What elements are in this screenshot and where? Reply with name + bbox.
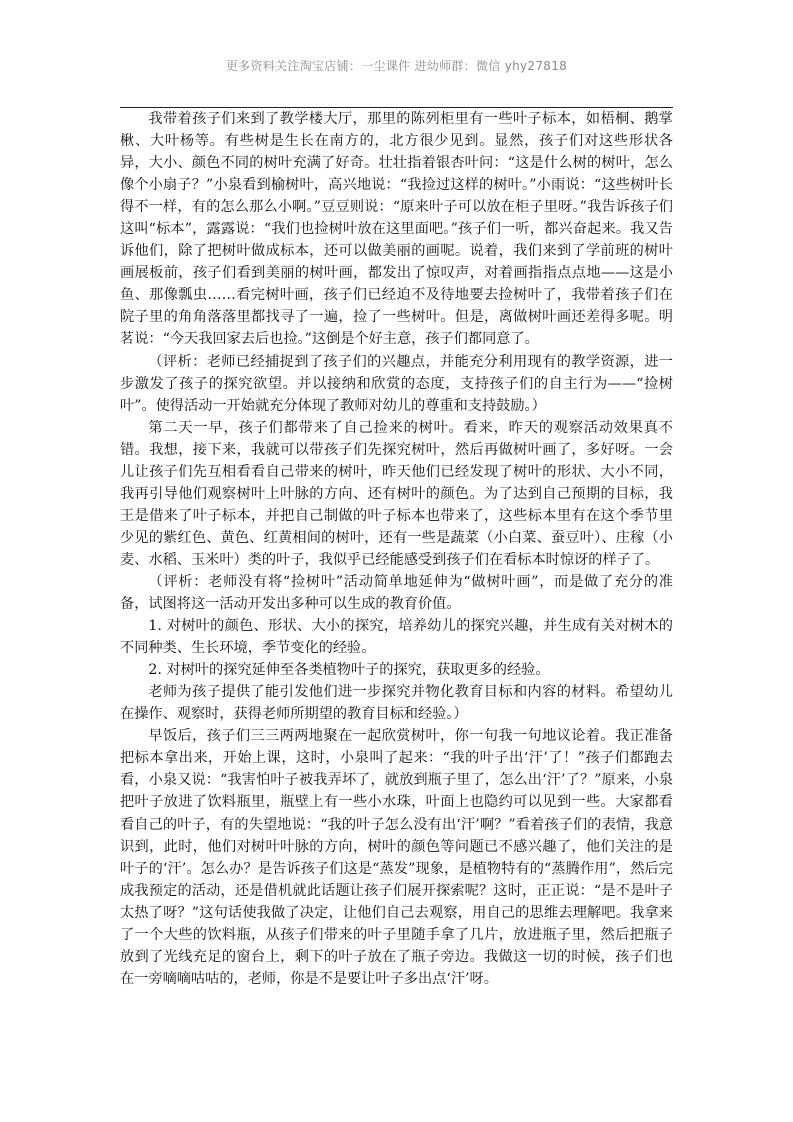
list-item-1: 1. 对树叶的颜色、形状、大小的探究，培养幼儿的探究兴趣，并生成有关对树木的不同种类、生长环境，季节变化的经验。 — [120, 618, 673, 657]
list-item-2: 2. 对树叶的探究延伸至各类植物叶子的探究，获取更多的经验。 — [148, 662, 550, 679]
paragraph-next-day: 第二天一早，孩子们都带来了自己捡来的树叶。看来，昨天的观察活动效果真不错。我想，接下来，我就可以带孩子们先探究树叶，然后再做树叶画了，多好呀。一会儿让孩子们先互相看看自己带来的树叶，昨天他们已经发现了树叶的形状、大小不同，我再引导他们观察树叶上叶脉的方向、还有树叶的颜色。为了达到自己预期的目标，我王是借来了叶子标本，并把自己制做的叶子标本也带来了，这些标本里有在这个季节里少见的紫红色、黄色、红黄相间的树叶，还有一些是蔬菜（小白菜、蚕豆叶）、庄稼（小麦、水稻、玉米叶）类的叶子，我似乎已经能感受到孩子们在看标本时惊讶的样子了。 — [120, 419, 673, 568]
document-body — [120, 108, 673, 990]
paragraph-after-breakfast: 早饭后，孩子们三三两两地聚在一起欣赏树叶，你一句我一句地议论着。我正准备把标本拿出来，开始上课，这时，小泉叫了起来：“我的叶子出‘汗’了！”孩子们都跑去看，小泉又说：“我害怕叶子被我弄坏了，就放到瓶子里了，怎么出‘汗’了？”原来，小泉把叶子放进了饮料瓶里，瓶壁上有一些小水珠，叶面上也隐约可以见到一些。大家都看看自己的叶子，有的失望地说：“我的叶子怎么没有出‘汗’啊？”看着孩子们的表情，我意识到，此时，他们对树叶叶脉的方向，树叶的颜色等问题已不感兴趣了，他们关注的是叶子的‘汗’。怎么办？是告诉孩子们这是“蒸发”现象，是植物特有的“蒸腾作用”，然后完成我预定的活动，还是借机就此话题让孩子们展开探索呢？这时，正正说：“是不是叶子太热了呀？”这句话使我做了决定，让他们自己去观察，用自己的思维去理解吧。我拿来了一个大些的饮料瓶，从孩子们带来的叶子里随手拿了几片，放进瓶子里，然后把瓶子放到了光线充足的窗台上，剩下的叶子放在了瓶子旁边。我做这一切的时候，孩子们也在一旁嘀嘀咕咕的，老师，你是不是要让叶子多出点‘汗’呀。 — [120, 728, 673, 987]
paragraph-commentary-1: （评析：老师已经捕捉到了孩子们的兴趣点，并能充分利用现有的教学资源，进一步激发了孩子的探究欲望。并以接纳和欣赏的态度，支持孩子们的自主行为——“捡树叶”。使得活动一开始就充分体现了教师对幼儿的尊重和支持鼓励。） — [120, 353, 673, 414]
paragraph-materials: 老师为孩子提供了能引发他们进一步探究并物化教育目标和内容的材料。希望幼儿在操作、观察时，获得老师所期望的教育目标和经验。） — [120, 684, 673, 723]
page-header-note: 更多资料关注淘宝店铺：一尘课件 进幼师群：微信 yhy27818 — [225, 59, 568, 73]
paragraph-intro: 我带着孩子们来到了教学楼大厅，那里的陈列柜里有一些叶子标本，如梧桐、鹅掌楸、大叶杨等。有些树是生长在南方的，北方很少见到。显然，孩子们对这些形状各异，大小、颜色不同的树叶充满了好奇。壮壮指着银杏叶问：“这是什么树的树叶，怎么像个小扇子？”小泉看到榆树叶，高兴地说：“我捡过这样的树叶。”小雨说：“这些树叶长得不一样，有的怎么那么小啊。”豆豆则说：“原来叶子可以放在柜子里呀。”我告诉孩子们这叫“标本”，露露说：“我们也捡树叶放在这里面吧。”孩子们一听，都兴奋起来。我又告诉他们，除了把树叶做成标本，还可以做美丽的画呢。说着，我们来到了学前班的树叶画展板前，孩子们看到美丽的树叶画，都发出了惊叹声，对着画指指点点地——这是小鱼、那像瓢虫……看完树叶画，孩子们已经迫不及待地要去捡树叶了，我带着孩子们在院子里的角角落落里都找寻了一遍，捡了一些树叶。但是，离做树叶画还差得多呢。明茗说：“今天我回家去后也捡。”这倒是个好主意，孩子们都同意了。 — [120, 111, 673, 348]
paragraph-commentary-2: （评析：老师没有将“捡树叶”活动简单地延伸为“做树叶画”，而是做了充分的准备，试图将这一活动开发出多种可以生成的教育价值。 — [120, 573, 673, 613]
